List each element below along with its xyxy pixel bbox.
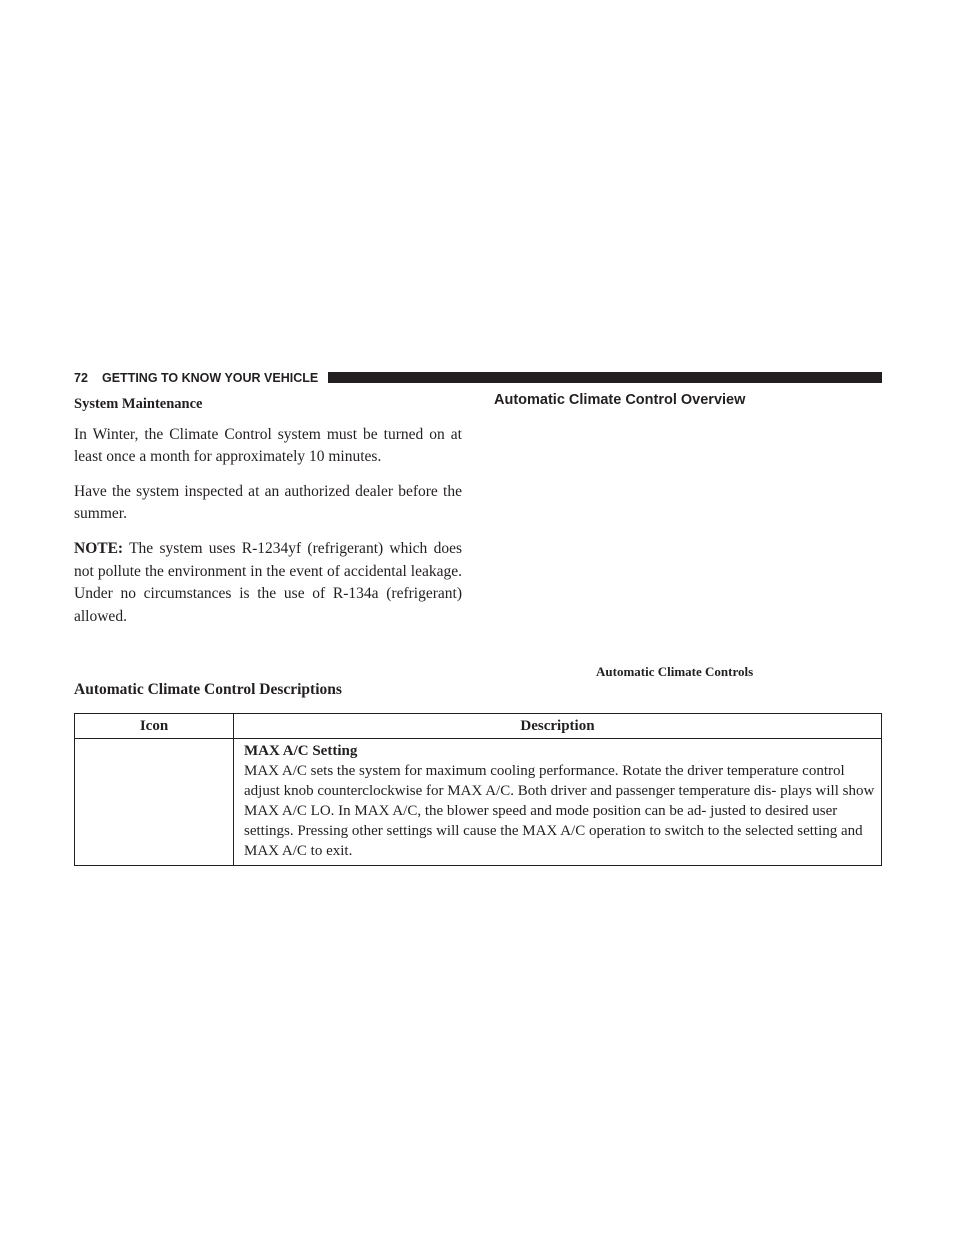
page-number: 72 bbox=[74, 371, 88, 385]
note-paragraph bbox=[74, 538, 462, 628]
system-maintenance-heading: System Maintenance bbox=[74, 396, 203, 412]
header-rule bbox=[328, 372, 882, 383]
left-column bbox=[74, 393, 462, 640]
table-header-row bbox=[75, 714, 882, 739]
climate-controls-image bbox=[494, 420, 882, 658]
max-ac-setting-description: MAX A/C sets the system for maximum cooling performance. Rotate the driver temperature control adjust knob counterclockwise for MAX A/C. Both driver and passenger temperature dis- plays will show MAX A/C LO. In MAX A/C, the blower speed and mode position can be ad- justed to desired user settings. Pressing other settings will cause the MAX A/C operation to switch to the selected setting and MAX A/C to exit. bbox=[244, 763, 875, 859]
descriptions-heading: Automatic Climate Control Descriptions bbox=[74, 681, 342, 698]
max-ac-setting-title: MAX A/C Setting bbox=[244, 743, 358, 759]
climate-overview-heading: Automatic Climate Control Overview bbox=[494, 392, 746, 408]
section-title: GETTING TO KNOW YOUR VEHICLE bbox=[102, 371, 319, 385]
note-text: The system uses R-1234yf (refrigerant) which does not pollute the environment in the event of accidental leakage. Under no circumstances is the use of R-134a (refrigerant) allowed. bbox=[74, 539, 462, 625]
note-label: NOTE: bbox=[74, 539, 124, 557]
icon-column-header: Icon bbox=[75, 714, 234, 739]
descriptions-table bbox=[74, 713, 882, 866]
description-column-header: Description bbox=[234, 714, 882, 739]
page-header bbox=[74, 370, 882, 386]
winter-paragraph: In Winter, the Climate Control system must be turned on at least once a month for approximately 10 minutes. bbox=[74, 425, 462, 466]
max-ac-description-cell bbox=[234, 739, 882, 866]
inspection-paragraph: Have the system inspected at an authorized dealer before the summer. bbox=[74, 482, 462, 523]
max-ac-icon-cell bbox=[75, 739, 234, 866]
image-caption: Automatic Climate Controls bbox=[596, 664, 754, 679]
table-row bbox=[75, 739, 882, 866]
